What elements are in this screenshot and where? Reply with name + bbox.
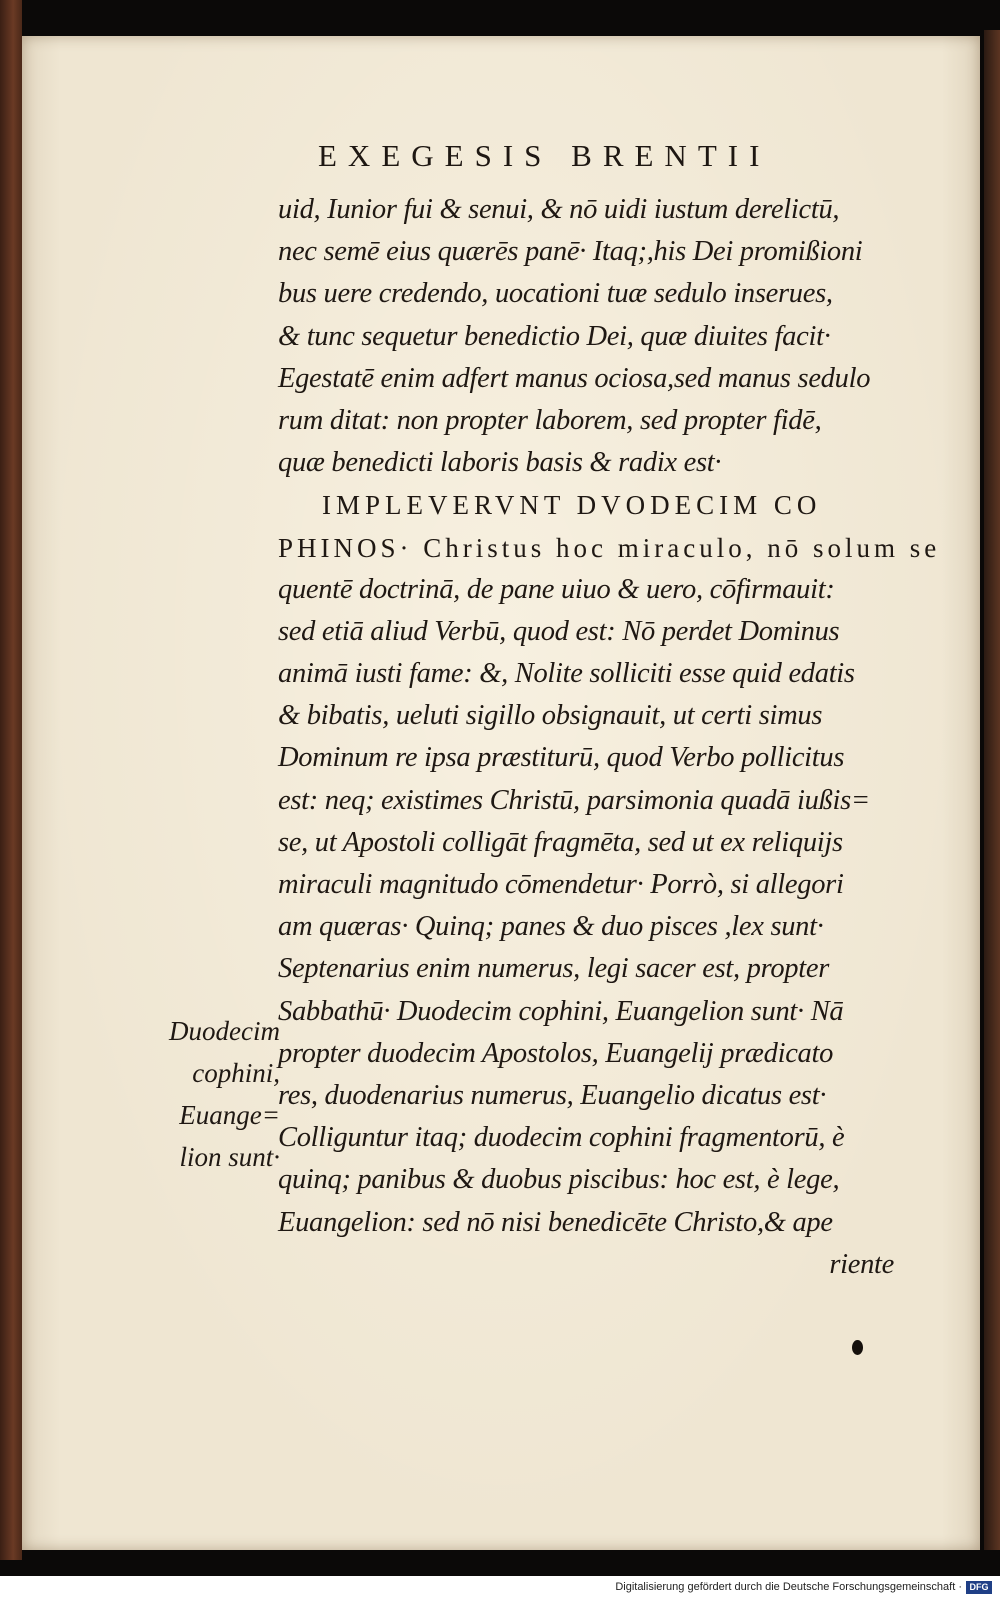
text-line: quentē doctrinā, de pane uiuo & uero, cōfirmauit:: [278, 573, 835, 605]
margin-note-line: Euange=: [179, 1100, 280, 1130]
book-binding-right: [984, 30, 1000, 1550]
text-line: uid, Iunior fui & senui, & nō uidi iustum derelictū,: [278, 194, 840, 225]
text-line: Sabbathū· Duodecim cophini, Euangelion sunt· Nā: [278, 995, 844, 1027]
text-line: miraculi magnitudo cōmendetur· Porrò, si allegori: [278, 869, 844, 900]
section-heading: IMPLEVERVNT DVODECIM CO: [322, 490, 822, 521]
margin-note-line: lion sunt·: [179, 1142, 280, 1172]
text-line: quæ benedicti laboris basis & radix est·: [278, 447, 722, 479]
text-line: Septenarius enim numerus, legi sacer est, propter: [278, 953, 830, 985]
text-line: Dominum re ipsa præstiturū, quod Verbo pollicitus: [278, 742, 845, 774]
text-line: animā iusti fame: &, Nolite solliciti esse quid edatis: [278, 658, 855, 690]
text-line: Egestatē enim adfert manus ociosa,sed manus sedulo: [278, 362, 871, 394]
catchword: riente: [829, 1248, 894, 1280]
footer-credit: Digitalisierung gefördert durch die Deutsche Forschungsgemeinschaft ·: [615, 1581, 962, 1593]
text-line: se, ut Apostoli colligāt fragmēta, sed ut ex reliquijs: [278, 826, 843, 858]
text-line: Euangelion: sed nō nisi benedicēte Christo,& ape: [278, 1206, 833, 1238]
dfg-logo-icon[interactable]: DFG: [966, 1581, 992, 1594]
margin-note-line: cophini,: [192, 1058, 280, 1088]
running-title: EXEGESIS BRENTII: [318, 138, 771, 173]
body-text: [278, 189, 941, 1286]
text-line: Colliguntur itaq; duodecim cophini fragmentorū, è: [278, 1122, 845, 1154]
margin-note: [140, 1010, 280, 1178]
text-line: & bibatis, ueluti sigillo obsignauit, ut certi simus: [278, 700, 823, 732]
text-line: bus uere credendo, uocationi tuæ sedulo inserues,: [278, 278, 833, 310]
text-line: quinq; panibus & duobus piscibus: hoc est, è lege,: [278, 1164, 840, 1196]
text-line: res, duodenarius numerus, Euangelio dicatus est·: [278, 1079, 827, 1111]
text-line: & tunc sequetur benedictio Dei, quæ diuites facit·: [278, 320, 831, 352]
text-line: sed etiā aliud Verbū, quod est: Nō perdet Dominus: [278, 615, 840, 647]
section-heading-cont: PHINOS· Christus hoc miraculo, nō solum se: [278, 532, 941, 563]
text-line: nec semē eius quærēs panē· Itaq;,his Dei promißioni: [278, 236, 863, 268]
text-line: rum ditat: non propter laborem, sed propter fidē,: [278, 404, 822, 436]
text-line: propter duodecim Apostolos, Euangelij prædicato: [278, 1037, 834, 1069]
text-line: am quæras· Quinq; panes & duo pisces ,lex sunt·: [278, 911, 824, 943]
ink-dot: [852, 1340, 863, 1355]
text-line: est: neq; existimes Christū, parsimonia quadā iußis=: [278, 784, 870, 816]
book-binding-left: [0, 0, 22, 1560]
margin-note-line: Duodecim: [169, 1016, 280, 1046]
text-line: [278, 527, 941, 569]
